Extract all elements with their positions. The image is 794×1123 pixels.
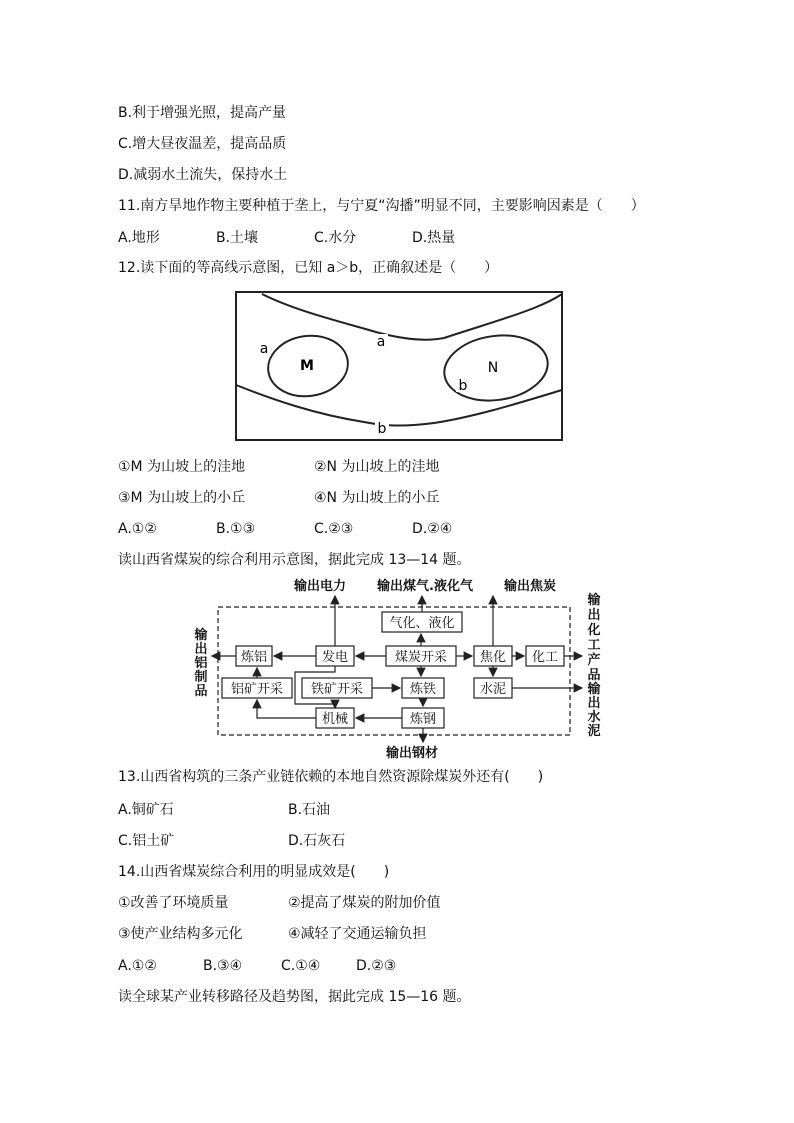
q11-option-b: B.土壤: [216, 230, 259, 246]
output-chem-4: 工: [587, 638, 601, 653]
q13-stem: 13.山西省构筑的三条产业链依赖的本地自然资源除煤炭外还有( ): [118, 769, 544, 785]
output-chem-2: 出: [587, 608, 601, 623]
q13-option-a: A.铜矿石: [118, 802, 174, 818]
q12-statement-4: ④N 为山坡上的小丘: [314, 490, 440, 506]
contour-label-b-inner: b: [458, 378, 468, 394]
output-power-label: 输出电力: [293, 579, 347, 594]
output-cement-4: 泥: [587, 724, 601, 739]
box-power-label: 发电: [321, 650, 349, 665]
output-steel-label: 输出钢材: [385, 746, 439, 761]
q11-option-a: A.地形: [118, 230, 160, 246]
box-steelmaking-label: 炼钢: [409, 712, 437, 727]
output-chem-1: 输: [587, 593, 601, 608]
output-alum-1: 输: [194, 628, 208, 643]
output-alum-3: 铝: [194, 656, 208, 671]
q14-stem: 14.山西省煤炭综合利用的明显成效是( ): [118, 864, 390, 880]
q10-option-c: C.增大昼夜温差，提高品质: [118, 136, 287, 152]
box-chemical-label: 化工: [531, 650, 559, 665]
q10-option-d: D.减弱水土流失，保持水土: [118, 167, 288, 183]
q13-option-b: B.石油: [288, 802, 331, 818]
q14-statement-1: ①改善了环境质量: [118, 895, 229, 911]
output-cement-1: 输: [587, 682, 601, 697]
contour-label-M: M: [300, 358, 314, 374]
output-cement-3: 水: [587, 710, 601, 725]
q14-statement-3: ③使产业结构多元化: [118, 926, 243, 942]
output-alum-2: 出: [194, 642, 208, 657]
box-machinery-label: 机械: [321, 712, 349, 727]
q14-statement-2: ②提高了煤炭的附加价值: [288, 895, 441, 911]
box-ironmaking-label: 炼铁: [409, 682, 437, 697]
output-alum-5: 品: [194, 684, 208, 699]
contour-label-N: N: [487, 360, 499, 376]
box-ironmine-label: 铁矿开采: [310, 682, 364, 697]
q10-option-b: B.利于增强光照，提高产量: [118, 105, 287, 121]
q12-option-b: B.①③: [216, 521, 256, 537]
contour-label-b-bottom: b: [377, 421, 387, 437]
q11-option-c: C.水分: [314, 230, 357, 246]
q12-option-a: A.①②: [118, 521, 157, 537]
output-gas-label: 输出煤气.液化气: [377, 579, 473, 594]
contour-label-a-left: a: [259, 341, 269, 357]
output-coke-label: 输出焦炭: [503, 579, 557, 594]
q12-stem: 12.读下面的等高线示意图，已知 a＞b，正确叙述是（ ）: [118, 260, 499, 276]
box-coalmine-label: 煤炭开采: [394, 650, 448, 665]
output-cement-2: 出: [587, 696, 601, 711]
output-chem-6: 品: [587, 668, 601, 683]
coal-utilization-diagram: [190, 574, 610, 764]
q11-option-d: D.热量: [412, 230, 456, 246]
q14-option-d: D.②③: [356, 958, 397, 974]
box-cement-label: 水泥: [479, 682, 507, 697]
q12-statement-2: ②N 为山坡上的洼地: [314, 459, 440, 475]
contour-map: [234, 290, 564, 442]
q12-option-c: C.②③: [314, 521, 354, 537]
box-bauxite-label: 铝矿开采: [230, 682, 284, 697]
output-chem-5: 产: [587, 653, 601, 668]
intro-13-14: 读山西省煤炭的综合利用示意图，据此完成 13—14 题。: [118, 552, 471, 568]
box-gasify-label: 气化、液化: [389, 616, 455, 631]
q14-option-b: B.③④: [203, 958, 243, 974]
intro-15-16: 读全球某产业转移路径及趋势图，据此完成 15—16 题。: [118, 989, 471, 1005]
output-alum-4: 制: [194, 670, 208, 685]
q11-stem: 11.南方旱地作物主要种植于垄上，与宁夏“沟播”明显不同，主要影响因素是（ ）: [118, 198, 645, 214]
q12-statement-3: ③M 为山坡上的小丘: [118, 490, 246, 506]
box-coking-label: 焦化: [479, 650, 507, 665]
box-aluminum-label: 炼铝: [240, 650, 268, 665]
q12-statement-1: ①M 为山坡上的洼地: [118, 459, 246, 475]
q13-option-c: C.铝土矿: [118, 833, 175, 849]
q13-option-d: D.石灰石: [288, 833, 346, 849]
output-chem-3: 化: [587, 623, 601, 638]
q12-option-d: D.②④: [412, 521, 453, 537]
q14-option-c: C.①④: [281, 958, 321, 974]
q14-option-a: A.①②: [118, 958, 157, 974]
q14-statement-4: ④减轻了交通运输负担: [288, 926, 427, 942]
contour-label-a-top: a: [376, 334, 386, 350]
